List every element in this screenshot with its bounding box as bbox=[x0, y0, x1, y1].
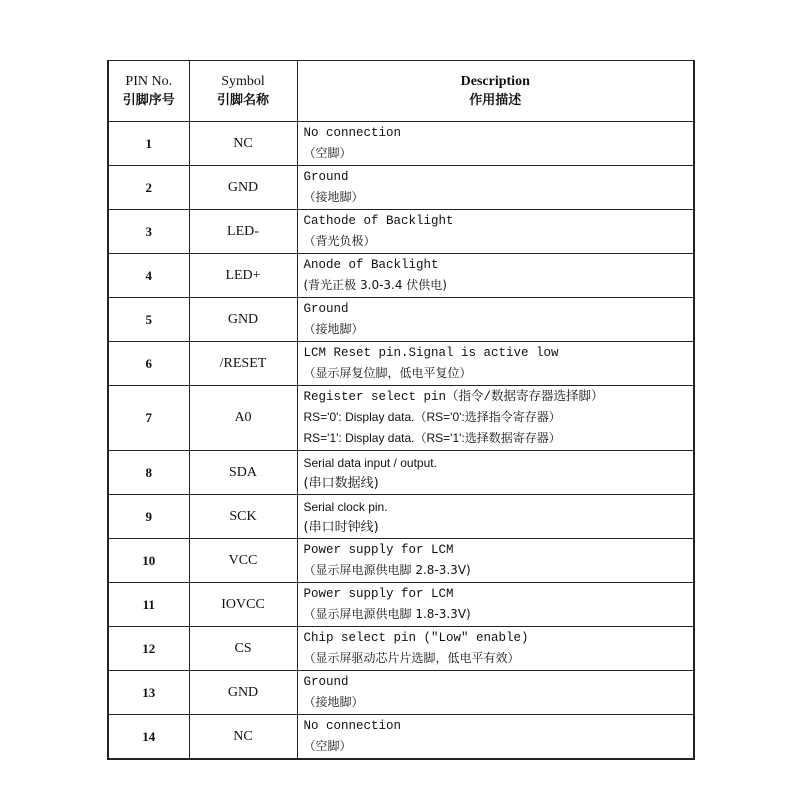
header-symbol-cn: 引脚名称 bbox=[216, 92, 269, 107]
description-cn: （空脚） bbox=[303, 146, 352, 160]
header-symbol-en: Symbol bbox=[221, 74, 265, 89]
pin-number: 2 bbox=[108, 166, 189, 210]
description-en: Power supply for LCM bbox=[303, 543, 454, 557]
pin-description bbox=[297, 298, 694, 342]
table-row bbox=[108, 254, 694, 298]
pin-symbol: GND bbox=[189, 298, 297, 342]
description-cn: （接地脚） bbox=[303, 695, 364, 709]
table-row bbox=[108, 122, 694, 166]
pin-symbol: LED- bbox=[189, 210, 297, 254]
pin-symbol: CS bbox=[189, 627, 297, 671]
table-row bbox=[108, 671, 694, 715]
pin-number: 4 bbox=[108, 254, 189, 298]
pin-number: 9 bbox=[108, 495, 189, 539]
pin-description bbox=[297, 386, 694, 451]
description-cn: （背光负极） bbox=[303, 234, 376, 248]
pin-description bbox=[297, 495, 694, 539]
description-cn: （显示屏电源供电脚 2.8-3.3V) bbox=[303, 563, 471, 577]
table-row bbox=[108, 342, 694, 386]
pin-description bbox=[297, 451, 694, 495]
pin-number: 1 bbox=[108, 122, 189, 166]
table-row bbox=[108, 539, 694, 583]
description-cn: (串口时钟线) bbox=[303, 520, 379, 535]
description-en: Power supply for LCM bbox=[303, 587, 454, 601]
description-en: Ground bbox=[303, 170, 349, 184]
description-rs1: RS='1': Display data.（RS='1':选择数据寄存器） bbox=[303, 431, 561, 445]
pin-symbol: GND bbox=[189, 671, 297, 715]
pin-description bbox=[297, 539, 694, 583]
description-en: Anode of Backlight bbox=[303, 258, 439, 272]
table-row bbox=[108, 386, 694, 451]
pin-number: 8 bbox=[108, 451, 189, 495]
pin-number: 11 bbox=[108, 583, 189, 627]
description-en: No connection bbox=[303, 126, 402, 140]
description-cn: （显示屏电源供电脚 1.8-3.3V) bbox=[303, 607, 471, 621]
table-row bbox=[108, 627, 694, 671]
pin-symbol: NC bbox=[189, 715, 297, 760]
table-row bbox=[108, 495, 694, 539]
pin-number: 5 bbox=[108, 298, 189, 342]
table-row bbox=[108, 451, 694, 495]
pin-symbol: /RESET bbox=[189, 342, 297, 386]
description-en: Chip select pin ("Low" enable) bbox=[303, 631, 529, 645]
pin-symbol: SCK bbox=[189, 495, 297, 539]
header-desc-cn: 作用描述 bbox=[469, 92, 522, 107]
pin-description bbox=[297, 254, 694, 298]
pin-table bbox=[107, 60, 695, 760]
pin-symbol: GND bbox=[189, 166, 297, 210]
header-pin-cn: 引脚序号 bbox=[122, 92, 175, 107]
pin-symbol: SDA bbox=[189, 451, 297, 495]
table-row bbox=[108, 166, 694, 210]
pin-description bbox=[297, 122, 694, 166]
pin-description bbox=[297, 671, 694, 715]
pin-number: 6 bbox=[108, 342, 189, 386]
pin-number: 10 bbox=[108, 539, 189, 583]
description-en: No connection bbox=[303, 719, 402, 733]
description-cn: （接地脚） bbox=[303, 190, 364, 204]
pin-number: 7 bbox=[108, 386, 189, 451]
pin-symbol: A0 bbox=[189, 386, 297, 451]
pin-description bbox=[297, 342, 694, 386]
pin-number: 3 bbox=[108, 210, 189, 254]
pin-symbol: IOVCC bbox=[189, 583, 297, 627]
table-row bbox=[108, 583, 694, 627]
description-cn: (串口数据线) bbox=[303, 476, 379, 491]
header-desc-en: Description bbox=[460, 74, 530, 89]
header-description bbox=[297, 61, 694, 122]
pin-description bbox=[297, 210, 694, 254]
description-en: Serial data input / output. bbox=[303, 456, 437, 470]
description-en: Cathode of Backlight bbox=[303, 214, 454, 228]
description-en: Ground bbox=[303, 675, 349, 689]
description-cn: （显示屏复位脚，低电平复位） bbox=[303, 366, 472, 380]
header-pin-en: PIN No. bbox=[125, 74, 173, 89]
description-en: LCM Reset pin.Signal is active low bbox=[303, 346, 559, 360]
description-cn: （显示屏驱动芯片片选脚，低电平有效） bbox=[303, 651, 520, 665]
pin-description bbox=[297, 715, 694, 760]
description-rs0: RS='0': Display data.（RS='0':选择指令寄存器） bbox=[303, 410, 561, 424]
table-row bbox=[108, 210, 694, 254]
pin-symbol: VCC bbox=[189, 539, 297, 583]
description-en: Ground bbox=[303, 302, 349, 316]
description-cn: （接地脚） bbox=[303, 322, 364, 336]
table-header-row bbox=[108, 61, 694, 122]
pin-description bbox=[297, 627, 694, 671]
description-en: Register select pin（指令/数据寄存器选择脚） bbox=[303, 390, 604, 404]
pin-symbol: NC bbox=[189, 122, 297, 166]
description-cn: (背光正极 3.0-3.4 伏供电) bbox=[303, 278, 447, 292]
table-row bbox=[108, 715, 694, 760]
description-en: Serial clock pin. bbox=[303, 500, 388, 514]
pin-number: 14 bbox=[108, 715, 189, 760]
header-pin-number bbox=[108, 61, 189, 122]
header-symbol bbox=[189, 61, 297, 122]
pin-number: 13 bbox=[108, 671, 189, 715]
table-row bbox=[108, 298, 694, 342]
pin-description bbox=[297, 166, 694, 210]
pin-description bbox=[297, 583, 694, 627]
description-cn: （空脚） bbox=[303, 739, 352, 753]
pin-symbol: LED+ bbox=[189, 254, 297, 298]
pin-number: 12 bbox=[108, 627, 189, 671]
